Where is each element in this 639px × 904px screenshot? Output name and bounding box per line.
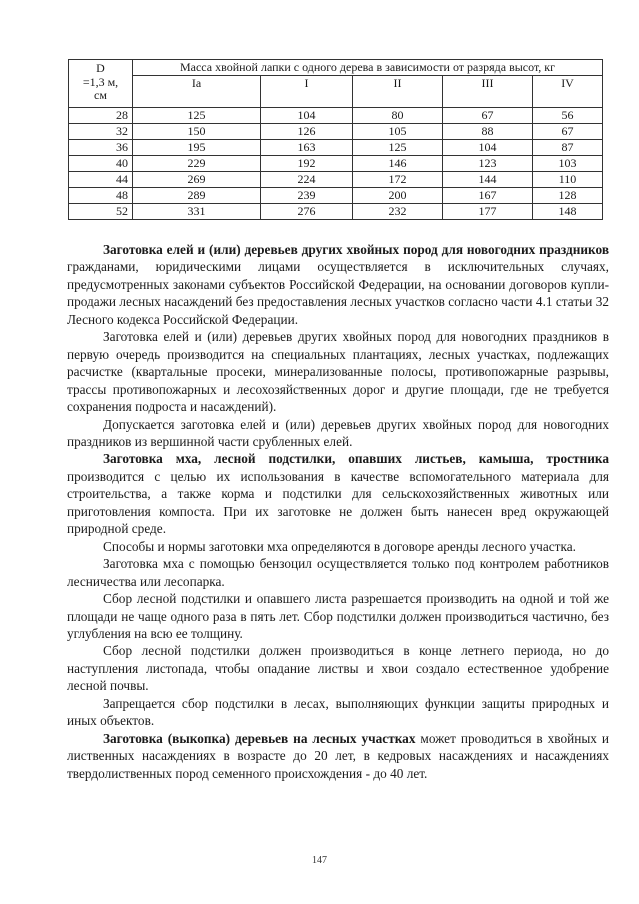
mass-cell: 163 (261, 140, 353, 156)
class-header-row (69, 76, 603, 108)
paragraph-heading: Заготовка мха, лесной подстилки, опавших листьев, камыша, тростника (103, 451, 609, 467)
paragraph (67, 241, 609, 328)
mass-cell: 148 (533, 204, 603, 220)
paragraph-heading: Заготовка елей и (или) деревьев других хвойных пород для новогодних праздников (103, 242, 609, 257)
paragraph-text: Заготовка елей и (или) деревьев других хвойных пород для новогодних праздников в первую очередь производится на специальных плантациях, лесных участках, подлежащих расчистке (квартальные просеки, минерализованные полосы, противопожарные разрывы, трассы противопожарных и лесохозяйственных дорог и другие площади, где не требуется сохранения подроста и насаждений). (67, 329, 609, 415)
mass-header: Масса хвойной лапки с одного дерева в зависимости от разряда высот, кг (133, 60, 603, 76)
class-header: III (443, 76, 533, 108)
mass-table (68, 59, 603, 220)
class-header: IV (533, 76, 603, 108)
table-header-row (69, 60, 603, 76)
mass-cell: 146 (353, 156, 443, 172)
paragraph (67, 450, 609, 537)
table-row (69, 124, 603, 140)
table-body (69, 108, 603, 220)
mass-cell: 195 (133, 140, 261, 156)
mass-cell: 104 (261, 108, 353, 124)
paragraph-text: Сбор лесной подстилки и опавшего листа разрешается производить на одной и той же площади не чаще одного раза в пять лет. Сбор подстилки должен производиться частично, без углубления на всю ее толщину. (67, 591, 609, 641)
class-header: II (353, 76, 443, 108)
mass-cell: 276 (261, 204, 353, 220)
mass-cell: 144 (443, 172, 533, 188)
class-header: I (261, 76, 353, 108)
mass-cell: 104 (443, 140, 533, 156)
page-number: 147 (312, 855, 327, 866)
diameter-cell: 32 (69, 124, 133, 140)
mass-cell: 103 (533, 156, 603, 172)
table-row (69, 108, 603, 124)
table-row (69, 204, 603, 220)
mass-cell: 229 (133, 156, 261, 172)
mass-cell: 269 (133, 172, 261, 188)
paragraph-text: производится с целью их использования в качестве вспомогательного материала для строительства, а также корма и подстилки для сельскохозяйственных животных или приготовления компоста. При их заготовке не должен быть нанесен вред окружающей природной среде. (67, 468, 609, 537)
paragraph (67, 590, 609, 642)
diameter-cell: 48 (69, 188, 133, 204)
mass-cell: 67 (443, 108, 533, 124)
mass-cell: 123 (443, 156, 533, 172)
mass-cell: 128 (533, 188, 603, 204)
mass-cell: 200 (353, 188, 443, 204)
mass-cell: 331 (133, 204, 261, 220)
diameter-header: D =1,3 м, см (69, 60, 133, 108)
paragraph-text: гражданами, юридическими лицами осуществляется в исключительных случаях, предусмотренных законами субъектов Российской Федерации, на основании договоров купли-продажи лесных насаждений без предоставления лесных участков согласно части 4.1 статьи 32 Лесного кодекса Российской Федерации. (67, 259, 609, 327)
table-row (69, 140, 603, 156)
paragraph-text: может проводиться в хвойных и лиственных насаждениях в возрасте до 20 лет, в кедровых насаждениях и насаждениях твердолиственных пород семенного происхождения - до 40 лет. (67, 730, 609, 781)
paragraph (67, 555, 609, 590)
mass-cell: 172 (353, 172, 443, 188)
mass-cell: 125 (133, 108, 261, 124)
mass-cell: 177 (443, 204, 533, 220)
table-row (69, 188, 603, 204)
paragraph-text: Заготовка мха с помощью бензоцил осуществляется только под контролем работников лесничества или лесопарка. (67, 556, 609, 589)
paragraph (67, 416, 609, 451)
mass-cell: 224 (261, 172, 353, 188)
mass-table-container (68, 59, 602, 220)
paragraph (67, 730, 609, 782)
table-row (69, 172, 603, 188)
paragraph-text: Сбор лесной подстилки должен производиться в конце летнего периода, но до наступления листопада, чтобы опадание листвы и хвои создало естественное удобрение лесной почвы. (67, 643, 609, 694)
mass-cell: 150 (133, 124, 261, 140)
diameter-cell: 44 (69, 172, 133, 188)
diameter-cell: 36 (69, 140, 133, 156)
mass-cell: 87 (533, 140, 603, 156)
mass-cell: 125 (353, 140, 443, 156)
table-row (69, 156, 603, 172)
mass-cell: 88 (443, 124, 533, 140)
paragraph (67, 642, 609, 694)
paragraph-text: Способы и нормы заготовки мха определяются в договоре аренды лесного участка. (103, 538, 576, 554)
paragraph (67, 695, 609, 730)
mass-cell: 105 (353, 124, 443, 140)
mass-cell: 289 (133, 188, 261, 204)
mass-cell: 239 (261, 188, 353, 204)
mass-cell: 167 (443, 188, 533, 204)
paragraph (67, 538, 609, 555)
paragraph-text: Допускается заготовка елей и (или) деревьев других хвойных пород для новогодних праздников из вершинной части срубленных елей. (67, 416, 609, 449)
mass-cell: 80 (353, 108, 443, 124)
paragraph-text: Запрещается сбор подстилки в лесах, выполняющих функции защиты природных и иных объектов. (67, 695, 609, 729)
mass-cell: 67 (533, 124, 603, 140)
diameter-cell: 52 (69, 204, 133, 220)
diameter-cell: 28 (69, 108, 133, 124)
mass-cell: 126 (261, 124, 353, 140)
mass-cell: 192 (261, 156, 353, 172)
diameter-cell: 40 (69, 156, 133, 172)
mass-cell: 110 (533, 172, 603, 188)
mass-cell: 56 (533, 108, 603, 124)
paragraph-heading: Заготовка (выкопка) деревьев на лесных участках (103, 730, 416, 746)
document-body (67, 241, 609, 782)
class-header: Ia (133, 76, 261, 108)
mass-cell: 232 (353, 204, 443, 220)
paragraph (67, 328, 609, 415)
